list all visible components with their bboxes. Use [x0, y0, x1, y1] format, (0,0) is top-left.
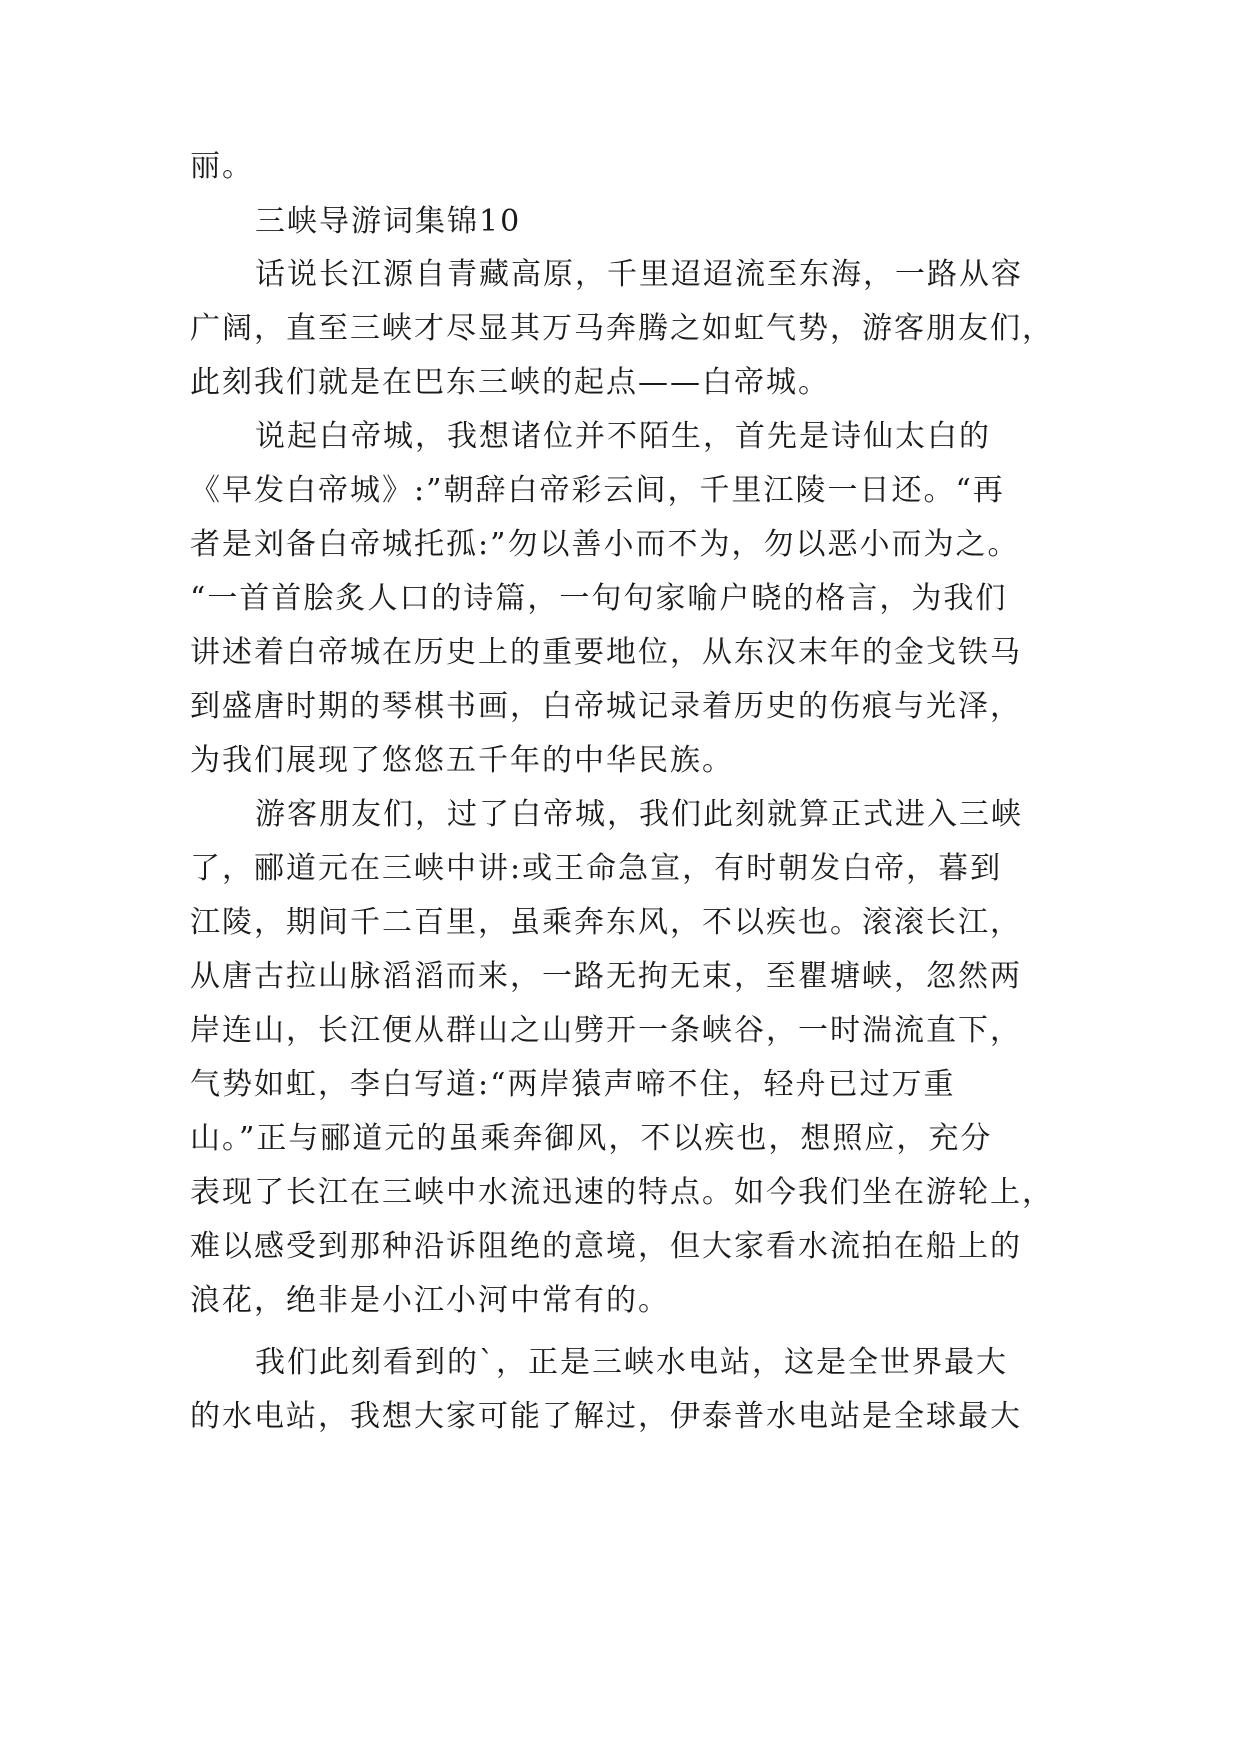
text-line: 广阔，直至三峡才尽显其万马奔腾之如虹气势，游客朋友们，: [190, 311, 1054, 346]
text-line: 话说长江源自青藏高原，千里迢迢流至东海，一路从容: [255, 257, 1023, 292]
text-line: 讲述着白帝城在历史上的重要地位，从东汉末年的金戈铁马: [190, 635, 1022, 670]
section-heading: 三峡导游词集锦10: [255, 204, 522, 239]
text-line: 了，郦道元在三峡中讲:或王命急宣，有时朝发白帝，暮到: [190, 851, 1003, 886]
text-line: 江陵，期间千二百里，虽乘奔东风，不以疾也。滚滚长江，: [190, 905, 1022, 940]
text-line: 山。”正与郦道元的虽乘奔御风，不以疾也，想照应，充分: [190, 1121, 993, 1156]
text-line: 岸连山，长江便从群山之山劈开一条峡谷，一时湍流直下，: [190, 1013, 1022, 1048]
text-line: 的水电站，我想大家可能了解过，伊泰普水电站是全球最大: [190, 1399, 1022, 1434]
text-line: 表现了长江在三峡中水流迅速的特点。如今我们坐在游轮上，: [190, 1175, 1054, 1210]
text-line: 浪花，绝非是小江小河中常有的。: [190, 1283, 670, 1318]
text-line: 者是刘备白帝城托孤:”勿以善小而不为，勿以恶小而为之。: [190, 527, 1020, 562]
text-line: “一首首脍炙人口的诗篇，一句句家喻户晓的格言，为我们: [190, 581, 1008, 616]
text-line: 为我们展现了悠悠五千年的中华民族。: [190, 743, 734, 778]
text-line: 气势如虹，李白写道:“两岸猿声啼不住，轻舟已过万重: [190, 1067, 956, 1102]
text-line: 到盛唐时期的琴棋书画，白帝城记录着历史的伤痕与光泽，: [190, 689, 1022, 724]
text-line: 说起白帝城，我想诸位并不陌生，首先是诗仙太白的: [255, 419, 991, 454]
text-line: 从唐古拉山脉滔滔而来，一路无拘无束，至瞿塘峡，忽然两: [190, 959, 1022, 994]
text-line: 《早发白帝城》:”朝辞白帝彩云间，千里江陵一日还。“再: [190, 473, 1005, 508]
text-line: 丽。: [190, 149, 254, 184]
text-line: 难以感受到那种沿诉阻绝的意境，但大家看水流拍在船上的: [190, 1229, 1022, 1264]
text-line: 此刻我们就是在巴东三峡的起点——白帝城。: [190, 365, 830, 400]
text-line: 我们此刻看到的`，正是三峡水电站，这是全世界最大: [255, 1345, 1008, 1380]
text-line: 游客朋友们，过了白帝城，我们此刻就算正式进入三峡: [255, 797, 1023, 832]
